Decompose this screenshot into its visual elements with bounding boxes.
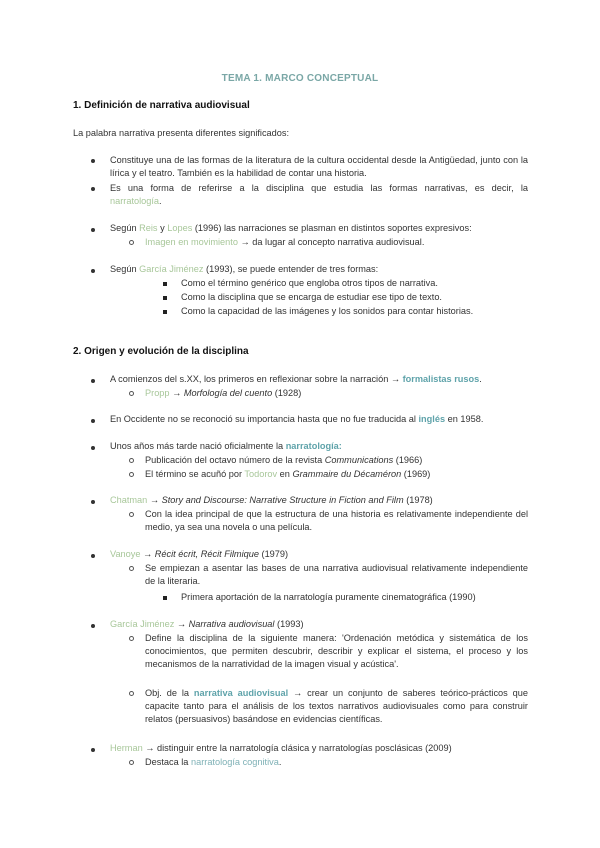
circle-bullet-icon	[129, 240, 134, 245]
text-fragment: .	[278, 757, 282, 767]
s2-item-7-sub	[145, 756, 281, 769]
circle-bullet-icon	[129, 472, 134, 477]
text-fragment: .	[159, 196, 162, 206]
s2-item-4-sub: Con la idea principal de que la estructura de una historia es relativamente independiente del medio, ya sea una novela o una película.	[145, 509, 528, 532]
highlight-narratologia-cognitiva: narratología cognitiva	[190, 757, 279, 767]
text-fragment: En Occidente no se reconoció su importancia hasta que no fue traducida al	[110, 414, 416, 424]
author-lopes: Lopes	[167, 223, 193, 233]
bullet-icon	[91, 446, 95, 450]
text-fragment: → da lugar al concepto narrativa audiovisual.	[240, 237, 425, 247]
s2-item-2	[110, 413, 483, 426]
s2-item-3	[110, 440, 342, 453]
bullet-icon	[91, 269, 95, 273]
journal-title: Communications	[324, 455, 394, 465]
text-fragment: Unos años más tarde nació oficialmente la	[110, 441, 284, 451]
text-fragment: → distinguir entre la narratología clásica y narratologías posclásicas (2009)	[145, 743, 452, 753]
text-fragment: Según	[110, 223, 137, 233]
book-title: Morfología del cuento	[183, 388, 273, 398]
text-fragment: Publicación del octavo número de la revista	[145, 455, 323, 465]
circle-bullet-icon	[129, 636, 134, 641]
square-bullet-icon	[163, 282, 167, 286]
s1-bullet-4	[110, 263, 378, 276]
bullet-icon	[91, 379, 95, 383]
text-fragment: →	[172, 388, 182, 398]
author-propp: Propp	[145, 388, 170, 398]
book-title: Narrativa audiovisual	[188, 619, 275, 629]
author-garcia-jimenez: García Jiménez	[110, 619, 175, 629]
text-fragment: A comienzos del s.XX, los primeros en reflexionar sobre la narración →	[110, 374, 401, 384]
book-title: Récit écrit, Récit Filmique	[154, 549, 259, 559]
highlight-imagen-movimiento: Imagen en movimiento	[145, 237, 238, 247]
square-bullet-icon	[163, 596, 167, 600]
s1-bullet-4-item: Como el término genérico que engloba otros tipos de narrativa.	[181, 278, 438, 288]
s1-bullet-2-text: Es una forma de referirse a la disciplina que estudia las formas narrativas, es decir, la	[110, 183, 528, 193]
s2-item-6-sub-1: Define la disciplina de la siguiente manera: 'Ordenación metódica y sistemática de los conocimientos, que permiten descubrir, describir y explicar el sistema, el proceso y los mecanismos de la narratividad de la imagen visual y acústica'.	[145, 633, 528, 669]
s2-item-3-sub-1	[145, 454, 422, 467]
book-title: Story and Discourse: Narrative Structure in Fiction and Film	[161, 495, 404, 505]
text-fragment: (1928)	[274, 388, 302, 398]
highlight-narratologia: narratología	[110, 196, 160, 206]
s1-bullet-2	[110, 182, 528, 208]
highlight-ingles: inglés	[418, 414, 446, 424]
text-fragment: (1996) las narraciones se plasman en distintos soportes expresivos:	[194, 223, 472, 233]
text-fragment: →	[176, 619, 187, 629]
author-vanoye: Vanoye	[110, 549, 141, 559]
author-herman: Herman	[110, 743, 143, 753]
s1-bullet-4-item: Como la capacidad de las imágenes y los sonidos para contar historias.	[181, 306, 474, 316]
author-todorov: Todorov	[244, 469, 278, 479]
text-fragment: Según	[110, 264, 137, 274]
bullet-icon	[91, 419, 95, 423]
circle-bullet-icon	[129, 512, 134, 517]
text-fragment: (1966)	[395, 455, 423, 465]
text-fragment: en 1958.	[447, 414, 484, 424]
section-1-intro: La palabra narrativa presenta diferentes significados:	[73, 128, 290, 138]
text-fragment: (1978)	[406, 495, 433, 505]
author-chatman: Chatman	[110, 495, 148, 505]
square-bullet-icon	[163, 310, 167, 314]
circle-bullet-icon	[129, 760, 134, 765]
text-fragment: →	[149, 495, 160, 505]
text-fragment: en	[279, 469, 290, 479]
bullet-icon	[91, 228, 95, 232]
author-garcia-jimenez: García Jiménez	[139, 264, 204, 274]
text-fragment: y	[160, 223, 165, 233]
text-fragment: (1993), se puede entender de tres formas:	[206, 264, 379, 274]
text-fragment: .	[479, 374, 482, 384]
s2-item-4	[110, 494, 433, 507]
text-fragment: Obj. de la	[145, 688, 189, 698]
text-fragment: :	[338, 441, 342, 451]
section-1-heading: 1. Definición de narrativa audiovisual	[73, 100, 250, 111]
s1-bullet-4-item: Como la disciplina que se encarga de estudiar ese tipo de texto.	[181, 292, 442, 302]
bullet-icon	[91, 500, 95, 504]
bullet-icon	[91, 624, 95, 628]
highlight-narratologia: narratología	[285, 441, 339, 451]
text-fragment: → crear un conjunto de saberes teórico-prácticos que capacite tanto para el análisis de los textos narrativos audiovisuales como para construir relatos (persuasivos) basándose en evidencias científicas.	[145, 688, 528, 724]
s2-item-1	[110, 373, 482, 386]
s2-item-5-subsub: Primera aportación de la narratología puramente cinematográfica (1990)	[181, 592, 476, 602]
s1-bullet-1: Constituye una de las formas de la literatura de la cultura occidental desde la Antigüedad, junto con la lírica y el teatro. También es la habilidad de contar una historia.	[110, 155, 528, 178]
s1-bullet-3-sub	[145, 236, 424, 249]
bullet-icon	[91, 554, 95, 558]
s2-item-5	[110, 548, 288, 561]
text-fragment: (1993)	[277, 619, 304, 629]
s2-item-6-sub-2	[145, 687, 528, 726]
text-fragment: →	[143, 549, 153, 559]
text-fragment: El término se acuñó por	[145, 469, 243, 479]
text-fragment: (1979)	[261, 549, 289, 559]
bullet-icon	[91, 748, 95, 752]
highlight-narrativa-audiovisual: narrativa audiovisual	[193, 688, 289, 698]
text-fragment: Destaca la	[145, 757, 189, 767]
square-bullet-icon	[163, 296, 167, 300]
highlight-formalistas-rusos: formalistas rusos	[402, 374, 480, 384]
bullet-icon	[91, 159, 95, 163]
page-title: TEMA 1. MARCO CONCEPTUAL	[221, 73, 379, 84]
author-reis: Reis	[139, 223, 158, 233]
circle-bullet-icon	[129, 566, 134, 571]
circle-bullet-icon	[129, 691, 134, 696]
s2-item-3-sub-2	[145, 468, 430, 481]
s2-item-7	[110, 742, 452, 755]
book-title: Grammaire du Décaméron	[292, 469, 402, 479]
section-2-heading: 2. Origen y evolución de la disciplina	[73, 346, 249, 357]
s2-item-5-sub: Se empiezan a asentar las bases de una narrativa audiovisual relativamente independiente de la literaria.	[145, 563, 528, 586]
s2-item-6	[110, 618, 304, 631]
s1-bullet-3	[110, 222, 472, 235]
bullet-icon	[91, 187, 95, 191]
s2-item-1-sub	[145, 387, 301, 400]
text-fragment: (1969)	[403, 469, 431, 479]
circle-bullet-icon	[129, 458, 134, 463]
circle-bullet-icon	[129, 391, 134, 396]
